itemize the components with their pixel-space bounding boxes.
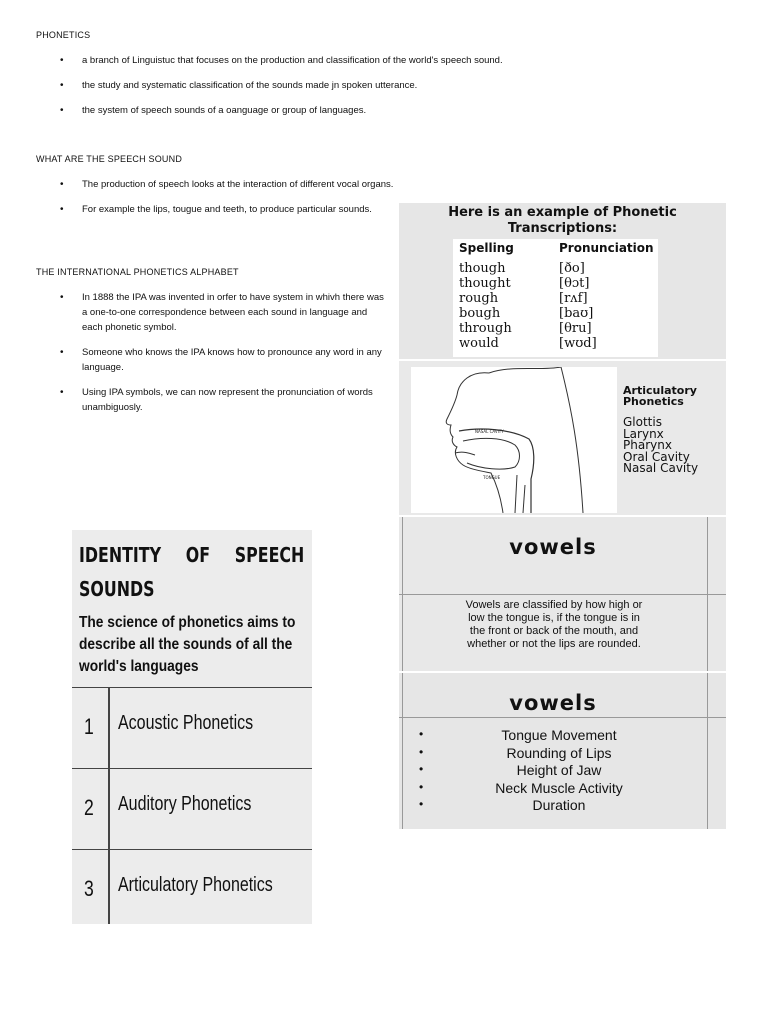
pronunciation-cell: [wʊd]: [559, 336, 597, 351]
pronunciation-cell: [θru]: [559, 321, 592, 336]
spelling-cell: thought: [459, 276, 511, 291]
list-item: • the system of speech sounds of a oanguage or group of languages.: [60, 103, 620, 118]
phonetics-bullet-list: [60, 53, 620, 128]
articulatory-organ-list: [623, 417, 698, 475]
head-profile-drawing: [411, 367, 617, 513]
articulatory-title: [623, 385, 697, 407]
articulatory-title-line2: Phonetics: [623, 395, 684, 408]
tongue-label: TONGUE: [483, 475, 501, 480]
list-item: Glottis: [623, 415, 662, 429]
branch-name: Articulatory Phonetics: [118, 874, 273, 896]
section-heading-phonetics: PHONETICS: [36, 30, 91, 40]
ipa-bullet-list: [60, 290, 390, 425]
branch-number: 1: [84, 714, 94, 739]
transcription-title: [399, 205, 726, 237]
table-row: [453, 336, 658, 351]
branch-number: 2: [84, 795, 94, 820]
list-item: • In 1888 the IPA was invented in orfer to have system in whivh there was a one-to-one correspondence between each sound in language and each phonetic symbol.: [60, 290, 390, 335]
list-item: • For example the lips, tougue and teeth, to produce particular sounds.: [60, 202, 390, 217]
table-row: [453, 276, 658, 291]
nasal-cavity-label: NASAL CAVITY: [475, 429, 504, 434]
transcription-title-line1: Here is an example of Phonetic: [448, 205, 677, 220]
pronunciation-cell: [ðo]: [559, 261, 585, 276]
speech-sound-bullet-list: [60, 177, 394, 227]
list-item: Pharynx: [623, 438, 672, 452]
list-item: • Rounding of Lips: [419, 745, 719, 763]
vowels-title: vowels: [509, 535, 597, 559]
vocal-tract-diagram: [411, 367, 617, 513]
table-row: [453, 321, 658, 336]
spelling-cell: rough: [459, 291, 499, 306]
list-item: • Tongue Movement: [419, 727, 719, 745]
articulatory-phonetics-panel: [399, 361, 726, 515]
pronunciation-cell: [baʊ]: [559, 306, 594, 321]
pronunciation-cell: [θɔt]: [559, 276, 590, 291]
panel-divider: [399, 594, 726, 595]
panel-divider: [399, 717, 726, 718]
identity-title: [79, 538, 304, 606]
branch-name: Acoustic Phonetics: [118, 712, 254, 734]
identity-title-line2: SOUNDS: [79, 577, 155, 601]
transcription-table: [453, 239, 658, 357]
articulatory-title-line1: Articulatory: [623, 384, 697, 397]
identity-of-speech-sounds-panel: [72, 530, 312, 924]
list-item: • The production of speech looks at the interaction of different vocal organs.: [60, 177, 480, 192]
spelling-cell: bough: [459, 306, 501, 321]
list-item: • Height of Jaw: [419, 762, 719, 780]
pronunciation-column-header: Pronunciation: [559, 241, 654, 255]
list-item: Larynx: [623, 426, 664, 441]
branch-number: 3: [84, 876, 94, 901]
list-item: • a branch of Linguistuc that focuses on the production and classification of the world's speech sound.: [60, 53, 620, 68]
list-item: • the study and systematic classification of the sounds made jn spoken utterance.: [60, 78, 620, 93]
table-row: [72, 687, 312, 768]
list-item: • Duration: [419, 797, 719, 815]
table-row: [72, 768, 312, 849]
list-item: • Neck Muscle Activity: [419, 780, 719, 798]
identity-title-line1: IDENTITY OF SPEECH: [79, 543, 305, 567]
spelling-cell: though: [459, 261, 506, 276]
spelling-column-header: Spelling: [459, 241, 514, 255]
vowels-description-text: Vowels are classified by how high or low the tongue is, if the tongue is in the front or back of the mouth, and whether or not the lips are rounded.: [465, 599, 643, 650]
identity-subtitle: The science of phonetics aims to describe all the sounds of all the world's languages: [79, 614, 296, 675]
vowels-description-panel: [399, 517, 726, 671]
branch-name: Auditory Phonetics: [118, 793, 252, 815]
section-heading-ipa: THE INTERNATIONAL PHONETICS ALPHABET: [36, 267, 239, 277]
pronunciation-cell: [rʌf]: [559, 291, 588, 306]
list-item: Oral Cavity: [623, 449, 690, 464]
section-heading-speech-sound: WHAT ARE THE SPEECH SOUND: [36, 154, 183, 164]
table-row: [453, 261, 658, 276]
vowels-title: vowels: [509, 691, 597, 715]
table-row: [453, 306, 658, 321]
vowels-factors-list: [419, 727, 719, 815]
vowels-factors-panel: [399, 673, 726, 829]
table-row: [453, 291, 658, 306]
spelling-cell: would: [459, 336, 499, 351]
list-item: Nasal Cavity: [623, 461, 699, 475]
spelling-cell: through: [459, 321, 512, 336]
transcription-title-line2: Transcriptions:: [507, 221, 618, 236]
phonetic-transcription-panel: [399, 203, 726, 359]
list-item: • Using IPA symbols, we can now represent the pronunciation of words unambiguosly.: [60, 385, 390, 415]
table-row: [72, 849, 312, 924]
list-item: • Someone who knows the IPA knows how to pronounce any word in any language.: [60, 345, 390, 375]
